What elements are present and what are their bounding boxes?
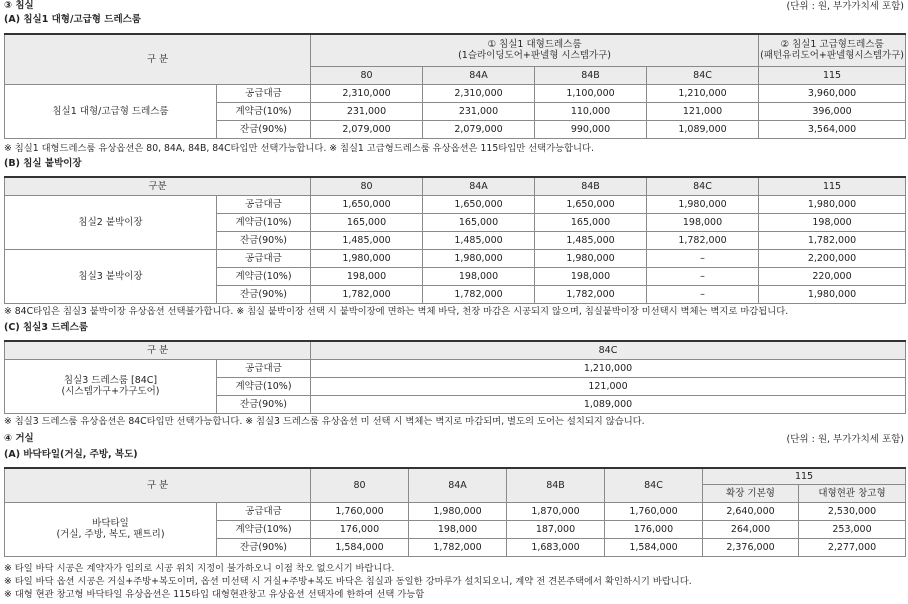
value-cell: 1,980,000	[409, 502, 507, 520]
value-cell: 1,485,000	[423, 231, 535, 249]
value-cell: 2,079,000	[423, 120, 535, 138]
value-cell: 1,485,000	[535, 231, 647, 249]
type-header: 84C	[605, 468, 703, 502]
value-cell: 231,000	[311, 102, 423, 120]
value-cell: 253,000	[799, 520, 906, 538]
value-cell: 1,650,000	[535, 195, 647, 213]
row-label: 침실1 대형/고급형 드레스룸	[5, 84, 217, 138]
value-cell: 1,089,000	[647, 120, 759, 138]
value-cell: 396,000	[759, 102, 906, 120]
type-header: 84C	[647, 66, 759, 84]
type-header: 115	[759, 66, 906, 84]
value-cell: 1,100,000	[535, 84, 647, 102]
section-heading-living: ④ 거실	[4, 433, 34, 444]
subsection-title-a: (A) 침실1 대형/고급형 드레스룸	[4, 14, 141, 25]
item-label: 잔금(90%)	[217, 285, 311, 303]
type-header: 115	[759, 177, 906, 195]
type-header: 84A	[423, 177, 535, 195]
group2-line1: ② 침실1 고급형드레스룸	[780, 39, 884, 51]
value-cell: 165,000	[423, 213, 535, 231]
value-cell: 1,782,000	[647, 231, 759, 249]
item-label: 잔금(90%)	[217, 231, 311, 249]
type-header: 84C	[311, 341, 906, 359]
value-cell: 2,277,000	[799, 538, 906, 556]
value-cell: 1,980,000	[647, 195, 759, 213]
section-heading-bedroom: ③ 침실	[4, 0, 34, 11]
table-wardrobe-b	[4, 176, 906, 304]
table-dressroom-a	[4, 33, 906, 139]
value-cell: 990,000	[535, 120, 647, 138]
row-label-line2: (시스템가구+가구도어)	[61, 386, 160, 397]
value-cell: 1,980,000	[423, 249, 535, 267]
item-label: 계약금(10%)	[217, 267, 311, 285]
header-gubun: 구분	[5, 177, 311, 195]
group2-line2: (패턴유리도어+판넬형시스템가구)	[760, 50, 904, 62]
value-cell: 2,310,000	[423, 84, 535, 102]
item-label: 계약금(10%)	[217, 377, 311, 395]
value-cell: 187,000	[507, 520, 605, 538]
value-cell: 1,980,000	[759, 195, 906, 213]
value-cell: 3,564,000	[759, 120, 906, 138]
value-cell: 1,782,000	[759, 231, 906, 249]
header-gubun: 구 분	[5, 34, 311, 84]
group1-line2: (1슬라이딩도어+판넬형 시스템가구)	[458, 50, 611, 62]
subsection-title-c: (C) 침실3 드레스룸	[4, 322, 88, 333]
value-cell: 165,000	[535, 213, 647, 231]
value-cell: 1,683,000	[507, 538, 605, 556]
value-cell: 1,584,000	[605, 538, 703, 556]
group1-line1: ① 침실1 대형드레스룸	[487, 39, 582, 51]
value-cell: 1,782,000	[409, 538, 507, 556]
value-cell: –	[647, 285, 759, 303]
value-cell: 220,000	[759, 267, 906, 285]
item-label: 공급대금	[217, 249, 311, 267]
item-label: 공급대금	[217, 195, 311, 213]
type-header-115: 115	[703, 468, 906, 484]
unit-note-2: (단위 : 원, 부가가치세 포함)	[786, 434, 904, 445]
row-label	[5, 359, 217, 413]
item-label: 계약금(10%)	[217, 520, 311, 538]
value-cell: –	[647, 267, 759, 285]
value-cell: 1,584,000	[311, 538, 409, 556]
type-header: 84B	[507, 468, 605, 502]
value-cell: 1,782,000	[311, 285, 423, 303]
value-cell: 1,210,000	[647, 84, 759, 102]
value-cell: 1,650,000	[311, 195, 423, 213]
type-header: 84B	[535, 66, 647, 84]
row-label-line1: 침실3 드레스룸 [84C]	[63, 375, 158, 386]
item-label: 계약금(10%)	[217, 102, 311, 120]
header-gubun: 구 분	[5, 468, 311, 502]
unit-note: (단위 : 원, 부가가치세 포함)	[786, 1, 904, 12]
value-cell: 1,485,000	[311, 231, 423, 249]
value-cell: 1,870,000	[507, 502, 605, 520]
note-floor-2: ※ 타일 바닥 옵션 시공은 거실+주방+복도이며, 옵션 미선택 시 거실+주방+복도 바닥은 침실과 동일한 강마루가 설치되오니, 계약 전 견본주택에서 확인하시기 바랍니다.	[4, 576, 692, 587]
value-cell: 198,000	[759, 213, 906, 231]
item-label: 공급대금	[217, 84, 311, 102]
row-label: 침실2 붙박이장	[5, 195, 217, 249]
note-a: ※ 침실1 대형드레스룸 유상옵션은 80, 84A, 84B, 84C타입만 선택가능합니다. ※ 침실1 고급형드레스룸 유상옵션은 115타입만 선택가능합니다.	[4, 143, 594, 154]
note-floor-1: ※ 타일 바닥 시공은 계약자가 임의로 시공 위치 지정이 불가하오니 이점 착오 없으시기 바랍니다.	[4, 563, 395, 574]
sub-type-header: 확장 기본형	[703, 484, 799, 502]
value-cell: 2,079,000	[311, 120, 423, 138]
table-dressroom-c	[4, 340, 906, 414]
value-cell: 198,000	[311, 267, 423, 285]
row-label: 침실3 붙박이장	[5, 249, 217, 303]
value-cell: 3,960,000	[759, 84, 906, 102]
row-label-line2: (거실, 주방, 복도, 팬트리)	[56, 529, 165, 540]
value-cell: 1,980,000	[759, 285, 906, 303]
item-label: 공급대금	[217, 502, 311, 520]
type-header: 80	[311, 468, 409, 502]
value-cell: 1,210,000	[311, 359, 906, 377]
type-header: 80	[311, 177, 423, 195]
header-gubun: 구 분	[5, 341, 311, 359]
value-cell: 2,640,000	[703, 502, 799, 520]
value-cell: 110,000	[535, 102, 647, 120]
item-label: 계약금(10%)	[217, 213, 311, 231]
value-cell: 1,760,000	[605, 502, 703, 520]
type-header: 84A	[423, 66, 535, 84]
item-label: 공급대금	[217, 359, 311, 377]
value-cell: 1,980,000	[535, 249, 647, 267]
value-cell: 1,782,000	[535, 285, 647, 303]
value-cell: 1,980,000	[311, 249, 423, 267]
value-cell: 176,000	[311, 520, 409, 538]
value-cell: 2,376,000	[703, 538, 799, 556]
type-header: 84A	[409, 468, 507, 502]
value-cell: 2,530,000	[799, 502, 906, 520]
value-cell: 165,000	[311, 213, 423, 231]
value-cell: 121,000	[647, 102, 759, 120]
item-label: 잔금(90%)	[217, 120, 311, 138]
value-cell: 198,000	[647, 213, 759, 231]
header-group-premium-dressroom	[759, 34, 906, 66]
value-cell: 198,000	[409, 520, 507, 538]
value-cell: 176,000	[605, 520, 703, 538]
subsection-title-b: (B) 침실 붙박이장	[4, 158, 82, 169]
type-header: 84B	[535, 177, 647, 195]
sub-type-header: 대형현관 창고형	[799, 484, 906, 502]
value-cell: 198,000	[535, 267, 647, 285]
row-label	[5, 502, 217, 556]
item-label: 잔금(90%)	[217, 538, 311, 556]
table-floor-tile	[4, 467, 906, 557]
value-cell: –	[647, 249, 759, 267]
note-floor-3: ※ 대형 현관 창고형 바닥타일 유상옵션은 115타입 대형현관창고 유상옵션 선택자에 한하여 선택 가능함	[4, 589, 425, 600]
value-cell: 1,089,000	[311, 395, 906, 413]
value-cell: 2,310,000	[311, 84, 423, 102]
note-b: ※ 84C타입은 침실3 붙박이장 유상옵션 선택불가합니다. ※ 침실 붙박이장 선택 시 붙박이장에 면하는 벽체 바닥, 천장 마감은 시공되지 않으며, 침실붙박이장 미선택시 벽체는 벽지로 마감됩니다.	[4, 306, 789, 317]
value-cell: 198,000	[423, 267, 535, 285]
note-c: ※ 침실3 드레스룸 유상옵션은 84C타입만 선택가능합니다. ※ 침실3 드레스룸 유상옵션 미 선택 시 벽체는 벽지로 마감되며, 별도의 도어는 설치되지 않습니다.	[4, 416, 645, 427]
value-cell: 1,650,000	[423, 195, 535, 213]
item-label: 잔금(90%)	[217, 395, 311, 413]
value-cell: 1,760,000	[311, 502, 409, 520]
value-cell: 1,782,000	[423, 285, 535, 303]
type-header: 84C	[647, 177, 759, 195]
row-label-line1: 바닥타일	[92, 518, 129, 529]
value-cell: 231,000	[423, 102, 535, 120]
type-header: 80	[311, 66, 423, 84]
subsection-title-floor: (A) 바닥타일(거실, 주방, 복도)	[4, 449, 138, 460]
value-cell: 2,200,000	[759, 249, 906, 267]
value-cell: 121,000	[311, 377, 906, 395]
header-group-large-dressroom	[311, 34, 759, 66]
value-cell: 264,000	[703, 520, 799, 538]
